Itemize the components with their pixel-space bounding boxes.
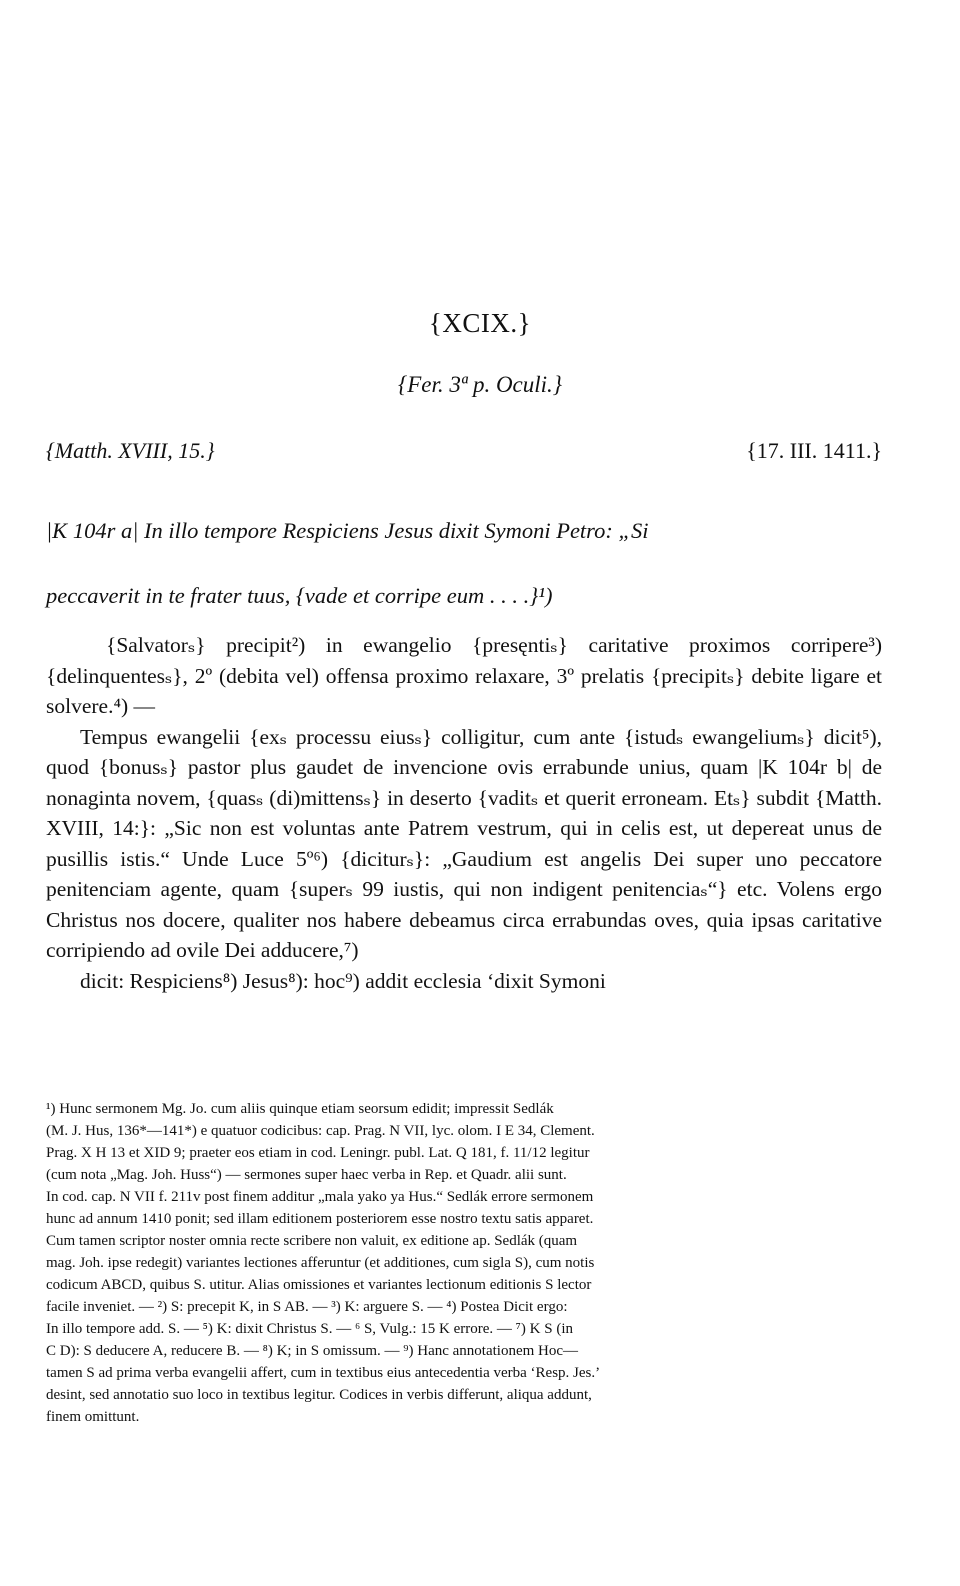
- sermon-date: {17. III. 1411.}: [746, 438, 882, 463]
- footnote-line: In illo tempore add. S. — ⁵) K: dixit Christus S. — ⁶ S, Vulg.: 15 K errore. — ⁷) K S (in: [46, 1321, 573, 1337]
- footnote-line: desint, sed annotatio suo loco in textibus legitur. Codices in verbis differunt, aliqua addunt,: [46, 1387, 592, 1403]
- footnote-line: (cum nota „Mag. Joh. Huss“) — sermones super haec verba in Rep. et Quadr. alii sunt.: [46, 1167, 567, 1183]
- body-paragraph: Tempus ewangelii {exₛ processu eiusₛ} colligitur, cum ante {istudₛ ewangeliumₛ} dicit⁵), quod {bonusₛ} pastor plus gaudet de invencione ovis errabunde unius, quam |K 104r b| de nonaginta novem, {quasₛ (di)mittensₛ} in deserto {vaditₛ et querit erroneam. Etₛ} subdit {Matth. XVIII, 14:}: „Sic non est voluntas ante Patrem vestrum, qui in celis est, ut depereat unus de pusillis istis.“ Unde Luce 5º⁶) {diciturₛ}: „Gaudium est angelis Dei super uno peccatore penitenciam agente, quam {superₛ 99 iustis, qui non indigent penitenciaₛ“} etc. Volens ergo Christus nos docere, qualiter nos habere debeamus circa errabundas oves, quia ipsas caritative corripiendo ad ovile Dei adducere,⁷): [46, 724, 882, 962]
- gospel-quotation: [46, 498, 882, 628]
- footnote-line: tamen S ad prima verba evangelii affert, cum in textibus eius antecedentia verba ‘Resp. Jes.’: [46, 1365, 601, 1381]
- footnote-line: Cum tamen scriptor noster omnia recte scribere non valuit, ex editione ap. Sedlák (quam: [46, 1233, 578, 1249]
- footnote-line: In cod. cap. N VII f. 211v post finem additur „mala yako ya Hus.“ Sedlák errore sermonem: [46, 1189, 594, 1205]
- body-paragraph: dicit: Respiciens⁸) Jesus⁸): hoc⁹) addit ecclesia ‘dixit Symoni: [80, 968, 606, 993]
- footnote-line: C D): S deducere A, reducere B. — ⁸) K; in S omissum. — ⁹) Hanc annotationem Hoc—: [46, 1343, 579, 1359]
- feast-heading: {Fer. 3ª p. Oculi.}: [398, 372, 562, 397]
- footnote-line: (M. J. Hus, 136*—141*) e quatuor codicibus: cap. Prag. N VII, lyc. olom. I E 34, Clement.: [46, 1123, 595, 1139]
- gospel-line: peccaverit in te frater tuus, {vade et corripe eum . . . .}¹): [46, 583, 553, 608]
- footnote-line: mag. Joh. ipse redegit) variantes lectiones afferuntur (et additiones, cum sigla S), cum notis: [46, 1255, 595, 1271]
- scripture-reference: {Matth. XVIII, 15.}: [46, 438, 215, 463]
- chapter-number: {XCIX.}: [428, 308, 532, 338]
- sermon-body: [46, 630, 882, 996]
- footnote-line: hunc ad annum 1410 ponit; sed illam editionem posteriorem esse nostro textu satis apparet.: [46, 1211, 594, 1227]
- footnote-line: ¹) Hunc sermonem Mg. Jo. cum aliis quinque etiam seorsum edidit; impressit Sedlák: [46, 1101, 554, 1117]
- footnote-line: Prag. X H 13 et XID 9; praeter eos etiam in cod. Leningr. publ. Lat. Q 181, f. 11/12 legitur: [46, 1145, 590, 1161]
- gospel-line: |K 104r a| In illo tempore Respiciens Jesus dixit Symoni Petro: „Si: [46, 518, 649, 543]
- footnote-line: codicum ABCD, quibus S. utitur. Alias omissiones et variantes lectionum editionis S lector: [46, 1277, 592, 1293]
- footnote-line: facile inveniet. — ²) S: precepit K, in S AB. — ³) K: arguere S. — ⁴) Postea Dicit ergo:: [46, 1299, 568, 1315]
- body-paragraph: {Salvatorₛ} precipit²) in ewangelio {presęntiₛ} caritative proximos corripere³) {delinquentesₛ}, 2º (debita vel) offensa proximo relaxare, 3º prelatis {precipitₛ} debite ligare et solvere.⁴) —: [46, 633, 882, 718]
- footnotes: [46, 1098, 882, 1428]
- footnote-line: finem omittunt.: [46, 1409, 140, 1425]
